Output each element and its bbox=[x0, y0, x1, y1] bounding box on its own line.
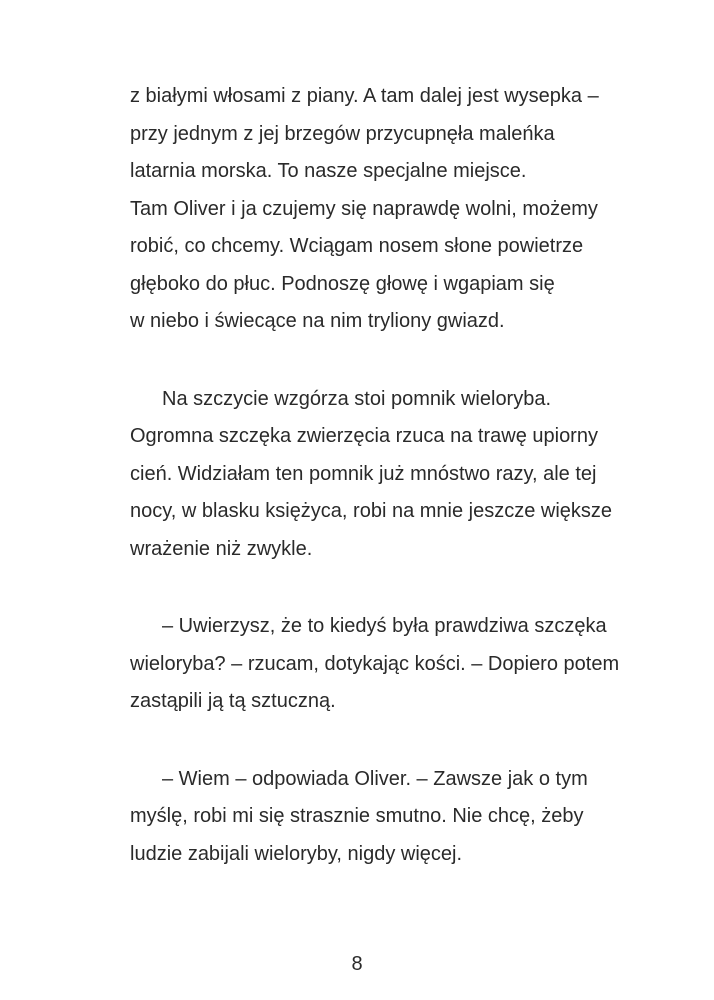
text-line: robić, co chcemy. Wciągam nosem słone powietrze bbox=[130, 235, 584, 257]
text-line: zastąpili ją tą sztuczną. bbox=[130, 690, 336, 712]
text-line: Ogromna szczęka zwierzęcia rzuca na trawę upiorny bbox=[130, 425, 598, 447]
text-line: z białymi włosami z piany. A tam dalej jest wysepka – bbox=[130, 85, 599, 107]
text-line: nocy, w blasku księżyca, robi na mnie jeszcze większe bbox=[130, 500, 613, 522]
text-line: Na szczycie wzgórza stoi pomnik wieloryba. bbox=[162, 388, 552, 410]
text-line: przy jednym z jej brzegów przycupnęła maleńka bbox=[130, 123, 555, 145]
text-line: – Uwierzysz, że to kiedyś była prawdziwa szczęka bbox=[162, 615, 607, 637]
text-line: ludzie zabijali wieloryby, nigdy więcej. bbox=[130, 843, 463, 865]
text-line: myślę, robi mi się strasznie smutno. Nie chcę, żeby bbox=[130, 805, 584, 827]
text-line: latarnia morska. To nasze specjalne miejsce. bbox=[130, 160, 527, 182]
text-line: wieloryba? – rzucam, dotykając kości. – Dopiero potem bbox=[130, 653, 620, 675]
page-number: 8 bbox=[351, 953, 363, 975]
text-line: cień. Widziałam ten pomnik już mnóstwo razy, ale tej bbox=[130, 463, 597, 485]
text-line: głęboko do płuc. Podnoszę głowę i wgapiam się bbox=[130, 273, 555, 295]
text-line: Tam Oliver i ja czujemy się naprawdę wolni, możemy bbox=[130, 198, 598, 220]
text-line: – Wiem – odpowiada Oliver. – Zawsze jak o tym bbox=[162, 768, 588, 790]
text-line: w niebo i świecące na nim tryliony gwiazd. bbox=[130, 310, 505, 332]
text-line: wrażenie niż zwykle. bbox=[130, 538, 313, 560]
